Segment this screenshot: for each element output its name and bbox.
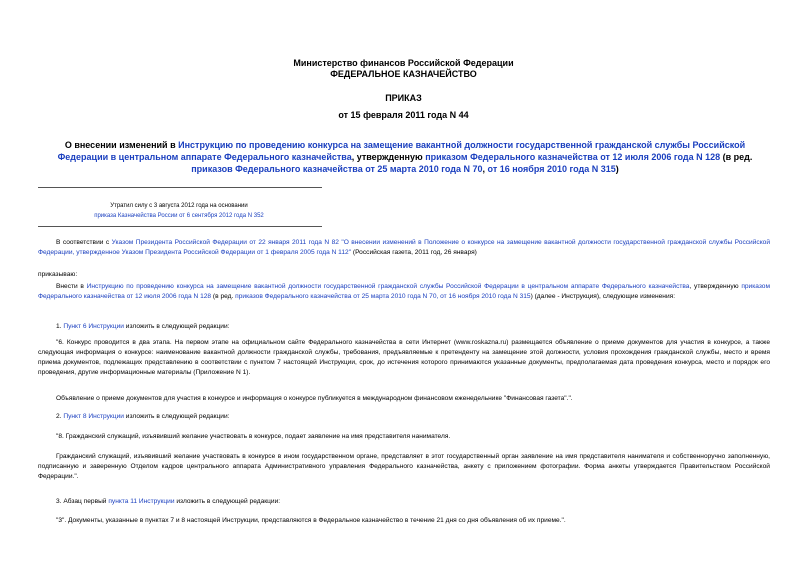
amend-link-order[interactable]: приказом Федерального казначейства от 12 июля 2006 года N 128 (38, 283, 771, 300)
divider-top (38, 187, 322, 188)
amend-link-amendments[interactable]: приказов Федерального казначейства от 25 марта 2010 года N 70, от 16 ноября 2010 года N 315 (235, 293, 531, 300)
ministry-heading: Министерство финансов Российской Федерации (293, 58, 514, 68)
title-link-order[interactable]: приказом Федерального казначейства от 12 июля 2006 года N 128 (425, 152, 721, 162)
basis-text-b: (Российская газета, 2011 год, 26 января) (351, 249, 477, 256)
title-link-amend1[interactable]: приказов Федерального казначейства от 25 марта 2010 года N 70 (191, 164, 483, 174)
item1-link[interactable]: Пункт 6 Инструкции (63, 323, 124, 330)
amend-link-instruction[interactable]: Инструкцию по проведению конкурса на замещение вакантной должности государственной гражданской службы Российской Федерации в центральном аппарате Федерального казначейства (86, 283, 690, 290)
title-mid3: , (482, 164, 488, 174)
title-suffix: ) (615, 164, 619, 174)
divider-bottom (38, 226, 322, 227)
paragraph-amend (38, 282, 770, 302)
clause-11 (38, 516, 770, 526)
item2-text: изложить в следующей редакции: (123, 413, 230, 420)
decree-link[interactable]: Указом Президента Российской Федерации от 22 января 2011 года N 82 "О внесении изменений в Положение о конкурсе на замещение вакантной должности государственной гражданской службы Российской Федерации, утвержденное Указом Президента Российской Федерации от 1 февраля 2005 года N 112" (38, 239, 771, 256)
amend-text-d: ) (далее - Инструкция), следующие изменения: (530, 293, 676, 300)
order-word: приказываю: (38, 271, 78, 278)
paragraph-order (38, 270, 770, 280)
clause-8 (38, 432, 770, 442)
clause8-text: "8. Гражданский служащий, изъявивший желание участвовать в конкурсе, подает заявление на имя представителя нанимателя. (56, 433, 451, 440)
title-link-instruction[interactable]: Инструкцию по проведению конкурса на замещение вакантной должности государственной гражданской службы Российской Федерации в центральном аппарате Федерального казначейства (57, 140, 746, 162)
clause-6-announcement (38, 394, 770, 404)
clause-8-other-organ (38, 452, 770, 482)
document-title (55, 139, 755, 175)
item2-num: 2. (56, 413, 64, 420)
item-3 (38, 497, 770, 507)
item1-num: 1. (56, 323, 64, 330)
clause11-text: "3". Документы, указанные в пунктах 7 и 8 настоящей Инструкции, представляются в Федеральное казначейство в течение 21 дня со дня объявления об их приеме.". (56, 517, 566, 524)
amend-text-b: , утвержденную (689, 283, 742, 290)
item-2 (38, 412, 770, 422)
amend-text-c: (в ред. (211, 293, 236, 300)
item3-link[interactable]: пункта 11 Инструкции (108, 498, 175, 505)
title-prefix: О внесении изменений в (64, 140, 179, 150)
item3-num: 3. Абзац первый (56, 498, 109, 505)
repeal-order-link[interactable]: приказа Казначейства России от 6 сентября 2012 года N 352 (94, 213, 264, 219)
title-mid: , утвержденную (351, 152, 426, 162)
title-mid2: (в ред. (720, 152, 753, 162)
agency-heading: ФЕДЕРАЛЬНОЕ КАЗНАЧЕЙСТВО (330, 69, 477, 79)
doc-date-number: от 15 февраля 2011 года N 44 (338, 110, 469, 120)
item-1 (38, 322, 770, 332)
announcement-text: Объявление о приеме документов для участия в конкурсе и информация о конкурсе публикуется в международном финансовом еженедельнике "Финансовая газета".". (56, 395, 573, 402)
item1-text: изложить в следующей редакции: (123, 323, 230, 330)
title-link-amend2[interactable]: от 16 ноября 2010 года N 315 (487, 164, 616, 174)
item3-text: изложить в следующей редакции: (174, 498, 281, 505)
repeal-note: Утратил силу с 3 августа 2012 года на основании (110, 203, 248, 209)
clause6-text: "6. Конкурс проводится в два этапа. На первом этапе на официальном сайте Федерального казначейства в сети Интернет (www.roskazna.ru) размещается объявление о приеме документов для участия в конкурсе, а также следующая информация о конкурсе: наименование вакантной должности гражданской службы, требования, предъявляемые к претенденту на замещение этой должности, условия прохождения гражданской службы, место и время приема документов, подлежащих представлению в соответствии с пунктом 7 настоящей Инструкции, срок, до истечения которого принимаются указанные документы, предполагаемая дата проведения конкурса, место и порядок его проведения, другие информационные материалы (Приложение N 1). (38, 339, 770, 376)
doc-type-heading: ПРИКАЗ (385, 93, 422, 103)
amend-text-a: Внести в (56, 283, 87, 290)
other-organ-text: Гражданский служащий, изъявивший желание участвовать в конкурсе в ином государственном органе, представляет в этот государственный орган заявление на имя представителя нанимателя и собственноручно заполненную, подписанную и заверенную Отделом кадров центрального аппарата Административного управления Федерального казначейства, анкету с приложением фотографии. Форма анкеты утверждается Правительством Российской Федерации.". (38, 453, 770, 480)
basis-text-a: В соответствии с (56, 239, 112, 246)
item2-link[interactable]: Пункт 8 Инструкции (63, 413, 124, 420)
clause-6 (38, 338, 770, 378)
paragraph-basis (38, 238, 770, 258)
